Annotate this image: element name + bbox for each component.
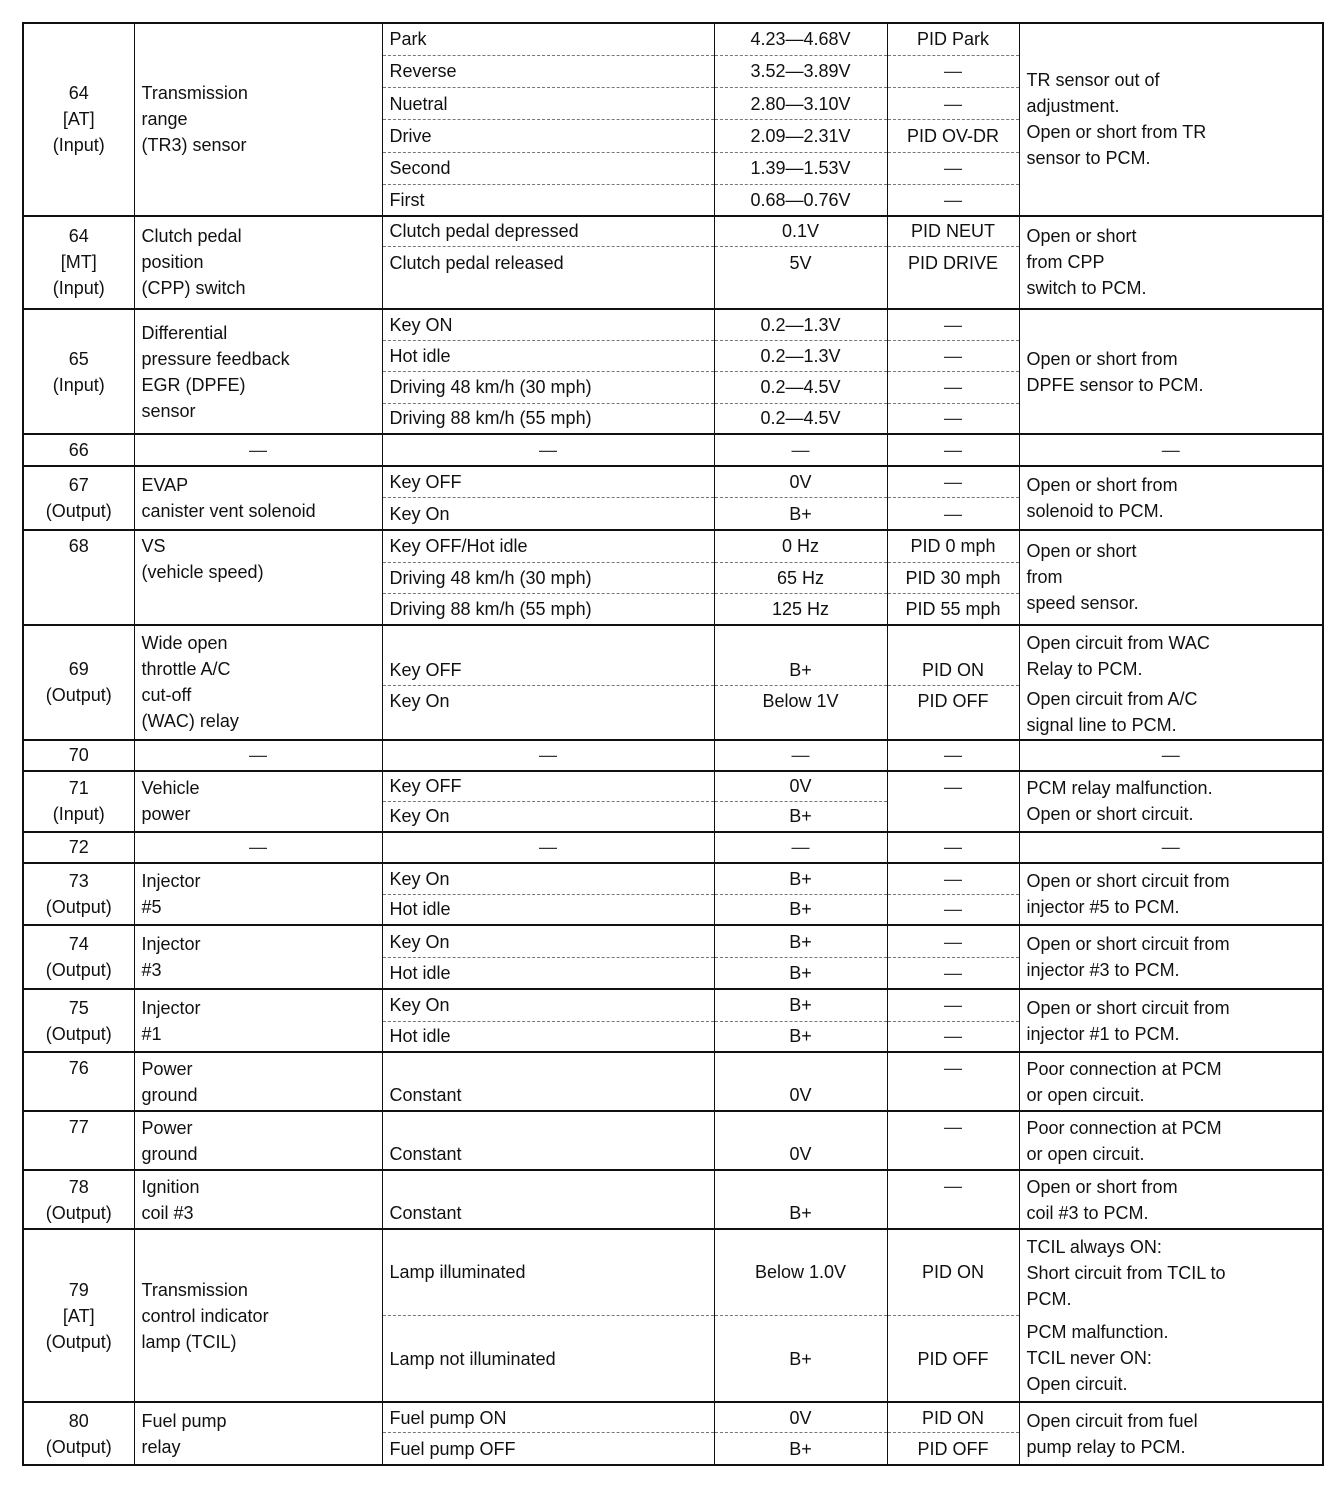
possible-cause: — (1019, 434, 1323, 465)
signal-description: Ignition coil #3 (134, 1170, 382, 1228)
signal-description: — (134, 832, 382, 863)
value-cell (714, 278, 887, 309)
pid-cell: — (887, 88, 1019, 120)
table-row (23, 23, 1323, 55)
pid-cell: PID Park (887, 23, 1019, 55)
condition-cell: Key ON (382, 309, 714, 340)
value-cell: 0.2—1.3V (714, 341, 887, 372)
value-cell: B+ (714, 925, 887, 957)
condition-cell: Constant (382, 1170, 714, 1228)
pin-cell: 69 (Output) (23, 625, 134, 740)
condition-cell: Drive (382, 120, 714, 152)
signal-description: Wide open throttle A/C cut-off (WAC) relay (134, 625, 382, 740)
possible-cause: Open or short circuit from injector #5 to PCM. (1019, 863, 1323, 926)
pid-cell: — (887, 55, 1019, 87)
pin-cell: 78 (Output) (23, 1170, 134, 1228)
value-cell: B+ (714, 958, 887, 989)
pid-cell: — (887, 771, 1019, 832)
signal-description: Power ground (134, 1111, 382, 1170)
possible-cause: PCM relay malfunction. Open or short circuit. (1019, 771, 1323, 832)
pid-cell: PID OFF (887, 1316, 1019, 1403)
condition-cell: Second (382, 152, 714, 184)
condition-cell: Hot idle (382, 894, 714, 925)
pid-cell: — (887, 958, 1019, 989)
signal-description: Power ground (134, 1052, 382, 1110)
pid-cell: — (887, 863, 1019, 894)
table-row (23, 925, 1323, 957)
signal-description: Fuel pump relay (134, 1402, 382, 1465)
table-row (23, 863, 1323, 894)
condition-cell: — (382, 434, 714, 465)
pid-cell: PID ON (887, 1229, 1019, 1316)
pid-cell: — (887, 832, 1019, 863)
pid-cell: — (887, 1170, 1019, 1228)
possible-cause: Open or short from DPFE sensor to PCM. (1019, 309, 1323, 434)
condition-cell: — (382, 832, 714, 863)
table-row (23, 832, 1323, 863)
value-cell: 3.52—3.89V (714, 55, 887, 87)
pin-cell: 73 (Output) (23, 863, 134, 926)
pid-cell: PID 55 mph (887, 594, 1019, 625)
pid-cell: — (887, 1111, 1019, 1170)
condition-cell: Clutch pedal depressed (382, 216, 714, 247)
value-cell: Below 1.0V (714, 1229, 887, 1316)
value-cell: 5V (714, 247, 887, 278)
value-cell: B+ (714, 1021, 887, 1052)
condition-cell: Constant (382, 1052, 714, 1110)
pid-cell: PID ON (887, 1402, 1019, 1432)
pin-cell: 64 [AT] (Input) (23, 23, 134, 216)
possible-cause: Poor connection at PCM or open circuit. (1019, 1111, 1323, 1170)
condition-cell: Park (382, 23, 714, 55)
condition-cell: Reverse (382, 55, 714, 87)
condition-cell (382, 278, 714, 309)
possible-cause: Open or short from solenoid to PCM. (1019, 466, 1323, 531)
value-cell: 125 Hz (714, 594, 887, 625)
condition-cell: Lamp not illuminated (382, 1316, 714, 1403)
pid-cell: — (887, 498, 1019, 530)
value-cell: Below 1V (714, 685, 887, 739)
pin-cell: 76 (23, 1052, 134, 1110)
value-cell: 0V (714, 1052, 887, 1110)
condition-cell: Lamp illuminated (382, 1229, 714, 1316)
condition-cell: Nuetral (382, 88, 714, 120)
pid-cell: PID 0 mph (887, 530, 1019, 562)
signal-description: Clutch pedal position (CPP) switch (134, 216, 382, 310)
value-cell: 0.2—4.5V (714, 372, 887, 403)
condition-cell: Hot idle (382, 341, 714, 372)
value-cell: B+ (714, 498, 887, 530)
table-row (23, 530, 1323, 562)
value-cell: — (714, 434, 887, 465)
pin-cell: 79 [AT] (Output) (23, 1229, 134, 1402)
table-row (23, 989, 1323, 1021)
pin-cell: 68 (23, 530, 134, 625)
pid-cell: PID DRIVE (887, 247, 1019, 278)
signal-description: EVAP canister vent solenoid (134, 466, 382, 531)
pid-cell: — (887, 740, 1019, 771)
signal-description: — (134, 434, 382, 465)
pid-cell: PID 30 mph (887, 562, 1019, 593)
condition-cell: Key OFF (382, 466, 714, 498)
condition-cell: Key On (382, 863, 714, 894)
pid-cell: — (887, 403, 1019, 434)
table-row (23, 1170, 1323, 1228)
value-cell: 4.23—4.68V (714, 23, 887, 55)
pid-cell: PID OFF (887, 685, 1019, 739)
condition-cell: Clutch pedal released (382, 247, 714, 278)
possible-cause: Open circuit from fuel pump relay to PCM. (1019, 1402, 1323, 1465)
condition-cell: Key On (382, 498, 714, 530)
pid-cell: — (887, 989, 1019, 1021)
pid-cell: — (887, 434, 1019, 465)
condition-cell: Key On (382, 801, 714, 831)
pin-cell: 65 (Input) (23, 309, 134, 434)
pin-cell: 67 (Output) (23, 466, 134, 531)
value-cell: 0.68—0.76V (714, 184, 887, 215)
value-cell: 65 Hz (714, 562, 887, 593)
condition-cell: Driving 88 km/h (55 mph) (382, 594, 714, 625)
possible-cause: — (1019, 740, 1323, 771)
possible-cause: Open or short from speed sensor. (1019, 530, 1323, 625)
pid-cell: — (887, 152, 1019, 184)
table-row (23, 466, 1323, 498)
table-row (23, 1402, 1323, 1432)
condition-cell: Key On (382, 989, 714, 1021)
table-row (23, 1111, 1323, 1170)
pid-cell: — (887, 466, 1019, 498)
pid-cell: PID OFF (887, 1433, 1019, 1466)
possible-cause: TR sensor out of adjustment. Open or short from TR sensor to PCM. (1019, 23, 1323, 216)
condition-cell: First (382, 184, 714, 215)
condition-cell: Fuel pump OFF (382, 1433, 714, 1466)
possible-cause: — (1019, 832, 1323, 863)
table-row (23, 434, 1323, 465)
signal-description: VS (vehicle speed) (134, 530, 382, 625)
value-cell: B+ (714, 1170, 887, 1228)
condition-cell: Hot idle (382, 958, 714, 989)
table-row (23, 625, 1323, 686)
table-row (23, 740, 1323, 771)
value-cell: B+ (714, 894, 887, 925)
possible-cause: Open or short circuit from injector #1 to PCM. (1019, 989, 1323, 1053)
possible-cause: Open or short from coil #3 to PCM. (1019, 1170, 1323, 1228)
value-cell: 1.39—1.53V (714, 152, 887, 184)
pid-cell: — (887, 341, 1019, 372)
possible-cause: Open or short from CPP switch to PCM. (1019, 216, 1323, 310)
signal-description: — (134, 740, 382, 771)
condition-cell: Driving 48 km/h (30 mph) (382, 562, 714, 593)
signal-description: Transmission control indicator lamp (TCIL) (134, 1229, 382, 1402)
signal-description: Differential pressure feedback EGR (DPFE) sensor (134, 309, 382, 434)
pin-cell: 64 [MT] (Input) (23, 216, 134, 310)
condition-cell: Driving 88 km/h (55 mph) (382, 403, 714, 434)
possible-cause: Poor connection at PCM or open circuit. (1019, 1052, 1323, 1110)
possible-cause: Open or short circuit from injector #3 to PCM. (1019, 925, 1323, 989)
condition-cell: Fuel pump ON (382, 1402, 714, 1432)
value-cell: 0V (714, 771, 887, 801)
pin-cell: 70 (23, 740, 134, 771)
value-cell: 0.2—1.3V (714, 309, 887, 340)
signal-description: Injector #3 (134, 925, 382, 989)
pid-cell (887, 278, 1019, 309)
pin-cell: 80 (Output) (23, 1402, 134, 1465)
value-cell: B+ (714, 625, 887, 686)
possible-cause: PCM malfunction. TCIL never ON: Open circuit. (1019, 1316, 1323, 1403)
value-cell: B+ (714, 801, 887, 831)
pin-cell: 72 (23, 832, 134, 863)
condition-cell: Key OFF (382, 625, 714, 686)
value-cell: B+ (714, 989, 887, 1021)
condition-cell: Key On (382, 685, 714, 739)
value-cell: 0.2—4.5V (714, 403, 887, 434)
pid-cell: — (887, 925, 1019, 957)
condition-cell: Key On (382, 925, 714, 957)
pin-cell: 77 (23, 1111, 134, 1170)
pin-cell: 66 (23, 434, 134, 465)
possible-cause: TCIL always ON: Short circuit from TCIL to PCM. (1019, 1229, 1323, 1316)
value-cell: — (714, 740, 887, 771)
value-cell: — (714, 832, 887, 863)
value-cell: 0V (714, 466, 887, 498)
pid-cell: — (887, 894, 1019, 925)
value-cell: B+ (714, 1433, 887, 1466)
value-cell: B+ (714, 1316, 887, 1403)
value-cell: 0V (714, 1111, 887, 1170)
value-cell: 0 Hz (714, 530, 887, 562)
table-row (23, 771, 1323, 801)
condition-cell: Key OFF/Hot idle (382, 530, 714, 562)
signal-description: Injector #1 (134, 989, 382, 1053)
signal-description: Injector #5 (134, 863, 382, 926)
pin-cell: 75 (Output) (23, 989, 134, 1053)
pid-cell: — (887, 372, 1019, 403)
pid-cell: PID ON (887, 625, 1019, 686)
pid-cell: — (887, 1021, 1019, 1052)
value-cell: 2.09—2.31V (714, 120, 887, 152)
value-cell: 0.1V (714, 216, 887, 247)
signal-description: Transmission range (TR3) sensor (134, 23, 382, 216)
condition-cell: — (382, 740, 714, 771)
possible-cause: Open circuit from A/C signal line to PCM. (1019, 685, 1323, 739)
pin-cell: 74 (Output) (23, 925, 134, 989)
pid-cell: — (887, 309, 1019, 340)
signal-description: Vehicle power (134, 771, 382, 832)
pid-cell: — (887, 184, 1019, 215)
possible-cause: Open circuit from WAC Relay to PCM. (1019, 625, 1323, 686)
condition-cell: Constant (382, 1111, 714, 1170)
condition-cell: Driving 48 km/h (30 mph) (382, 372, 714, 403)
value-cell: B+ (714, 863, 887, 894)
pid-cell: PID NEUT (887, 216, 1019, 247)
table-row (23, 1229, 1323, 1316)
condition-cell: Hot idle (382, 1021, 714, 1052)
table-row (23, 1052, 1323, 1110)
table-row (23, 216, 1323, 247)
pid-cell: — (887, 1052, 1019, 1110)
table-row (23, 309, 1323, 340)
condition-cell: Key OFF (382, 771, 714, 801)
pin-cell: 71 (Input) (23, 771, 134, 832)
value-cell: 2.80—3.10V (714, 88, 887, 120)
pid-cell: PID OV-DR (887, 120, 1019, 152)
pcm-terminal-table (22, 22, 1324, 1466)
value-cell: 0V (714, 1402, 887, 1432)
